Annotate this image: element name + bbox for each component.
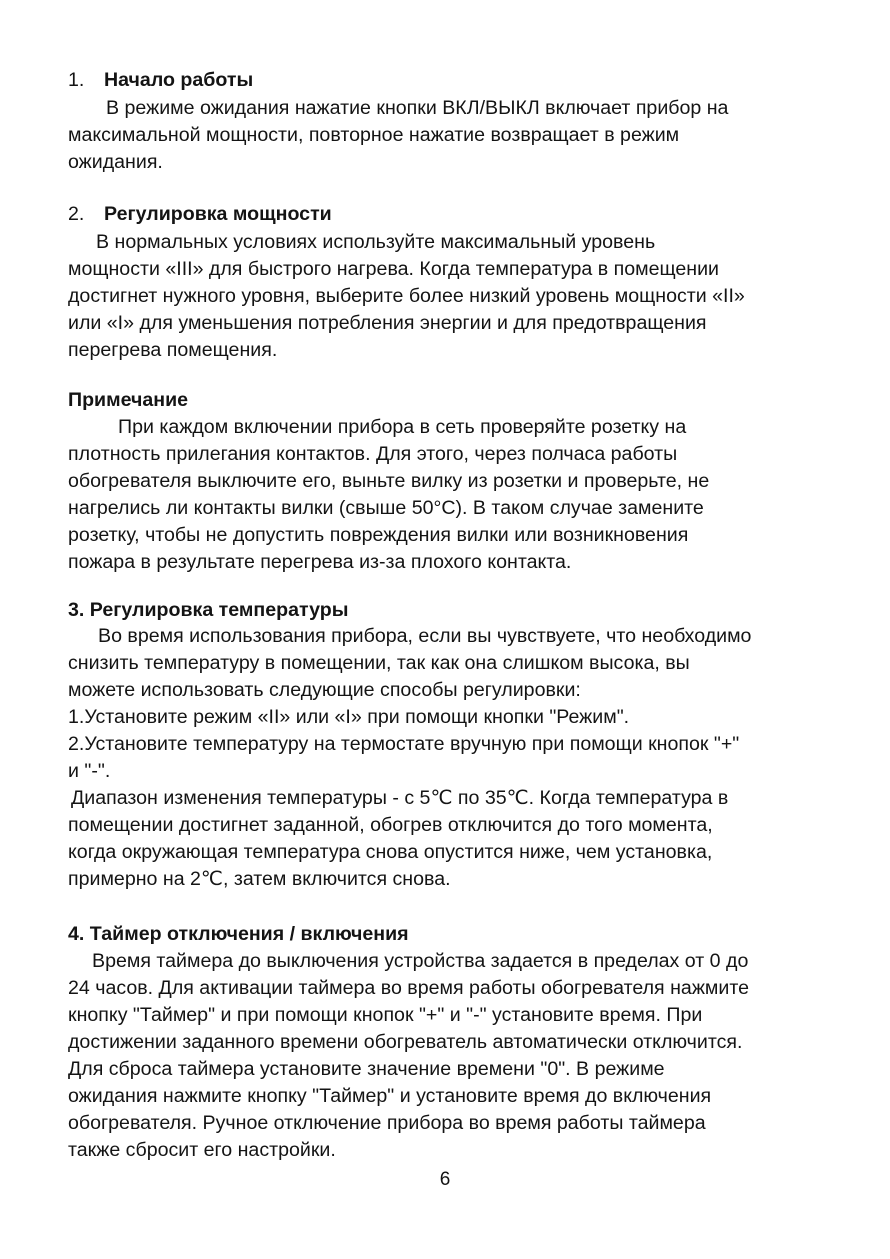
paragraph-line: кнопку "Таймер" и при помощи кнопок "+" и "-" установите время. При (68, 1004, 703, 1026)
paragraph-line: также сбросит его настройки. (68, 1139, 336, 1161)
paragraph-line: 24 часов. Для активации таймера во время работы обогревателя нажмите (68, 977, 749, 999)
paragraph-line: При каждом включении прибора в сеть проверяйте розетку на (118, 416, 687, 438)
paragraph-line: и "-". (68, 760, 111, 782)
paragraph-line: снизить температуру в помещении, так как она слишком высока, вы (68, 652, 690, 674)
paragraph-line: Диапазон изменения температуры - с 5℃ по 35℃. Когда температура в (71, 787, 729, 809)
paragraph-line: примерно на 2℃, затем включится снова. (68, 868, 451, 890)
section-heading (68, 387, 188, 414)
paragraph-line: нагрелись ли контакты вилки (свыше 50°С). В таком случае замените (68, 497, 704, 519)
paragraph-line: помещении достигнет заданной, обогрев отключится до того момента, (68, 814, 713, 836)
paragraph-line: Во время использования прибора, если вы чувствуете, что необходимо (98, 625, 752, 647)
section-title: Примечание (68, 389, 189, 411)
paragraph-line: ожидания. (68, 151, 163, 173)
section-heading (68, 597, 348, 624)
section-title: Начало работы (104, 69, 254, 91)
paragraph-line: Время таймера до выключения устройства задается в пределах от 0 до (92, 950, 749, 972)
paragraph-line: В нормальных условиях используйте максимальный уровень (96, 231, 656, 253)
paragraph-line: пожара в результате перегрева из-за плохого контакта. (68, 551, 572, 573)
paragraph-line: можете использовать следующие способы регулировки: (68, 679, 581, 701)
section-title: Регулировка мощности (104, 203, 332, 225)
section-heading (68, 67, 253, 94)
paragraph-line: мощности «III» для быстрого нагрева. Когда температура в помещении (68, 258, 720, 280)
section-heading (68, 201, 332, 228)
paragraph-line: когда окружающая температура снова опустится ниже, чем установка, (68, 841, 713, 863)
page-number: 6 (439, 1169, 451, 1190)
section-number: 1. (68, 69, 85, 91)
paragraph-line: перегрева помещения. (68, 339, 278, 361)
section-number: 2. (68, 203, 85, 225)
paragraph-line: плотность прилегания контактов. Для этого, через полчаса работы (68, 443, 678, 465)
paragraph-line: или «I» для уменьшения потребления энергии и для предотвращения (68, 312, 707, 334)
paragraph-line: достижении заданного времени обогреватель автоматически отключится. (68, 1031, 743, 1053)
section-title: 4. Таймер отключения / включения (68, 923, 409, 945)
paragraph-line: ожидания нажмите кнопку "Таймер" и установите время до включения (68, 1085, 712, 1107)
paragraph-line: Для сброса таймера установите значение времени "0". В режиме (68, 1058, 665, 1080)
paragraph-line: максимальной мощности, повторное нажатие возвращает в режим (68, 124, 680, 146)
paragraph-line: обогревателя выключите его, выньте вилку из розетки и проверьте, не (68, 470, 710, 492)
paragraph-line: обогревателя. Ручное отключение прибора во время работы таймера (68, 1112, 706, 1134)
section-title: 3. Регулировка температуры (68, 599, 349, 621)
paragraph-line: В режиме ожидания нажатие кнопки ВКЛ/ВЫКЛ включает прибор на (106, 97, 729, 119)
section-heading (68, 921, 409, 948)
paragraph-line: розетку, чтобы не допустить повреждения вилки или возникновения (68, 524, 689, 546)
paragraph-line: достигнет нужного уровня, выберите более низкий уровень мощности «II» (68, 285, 745, 307)
paragraph-line: 1.Установите режим «II» или «I» при помощи кнопки "Режим". (68, 706, 630, 728)
paragraph-line: 2.Установите температуру на термостате вручную при помощи кнопок "+" (68, 733, 740, 755)
